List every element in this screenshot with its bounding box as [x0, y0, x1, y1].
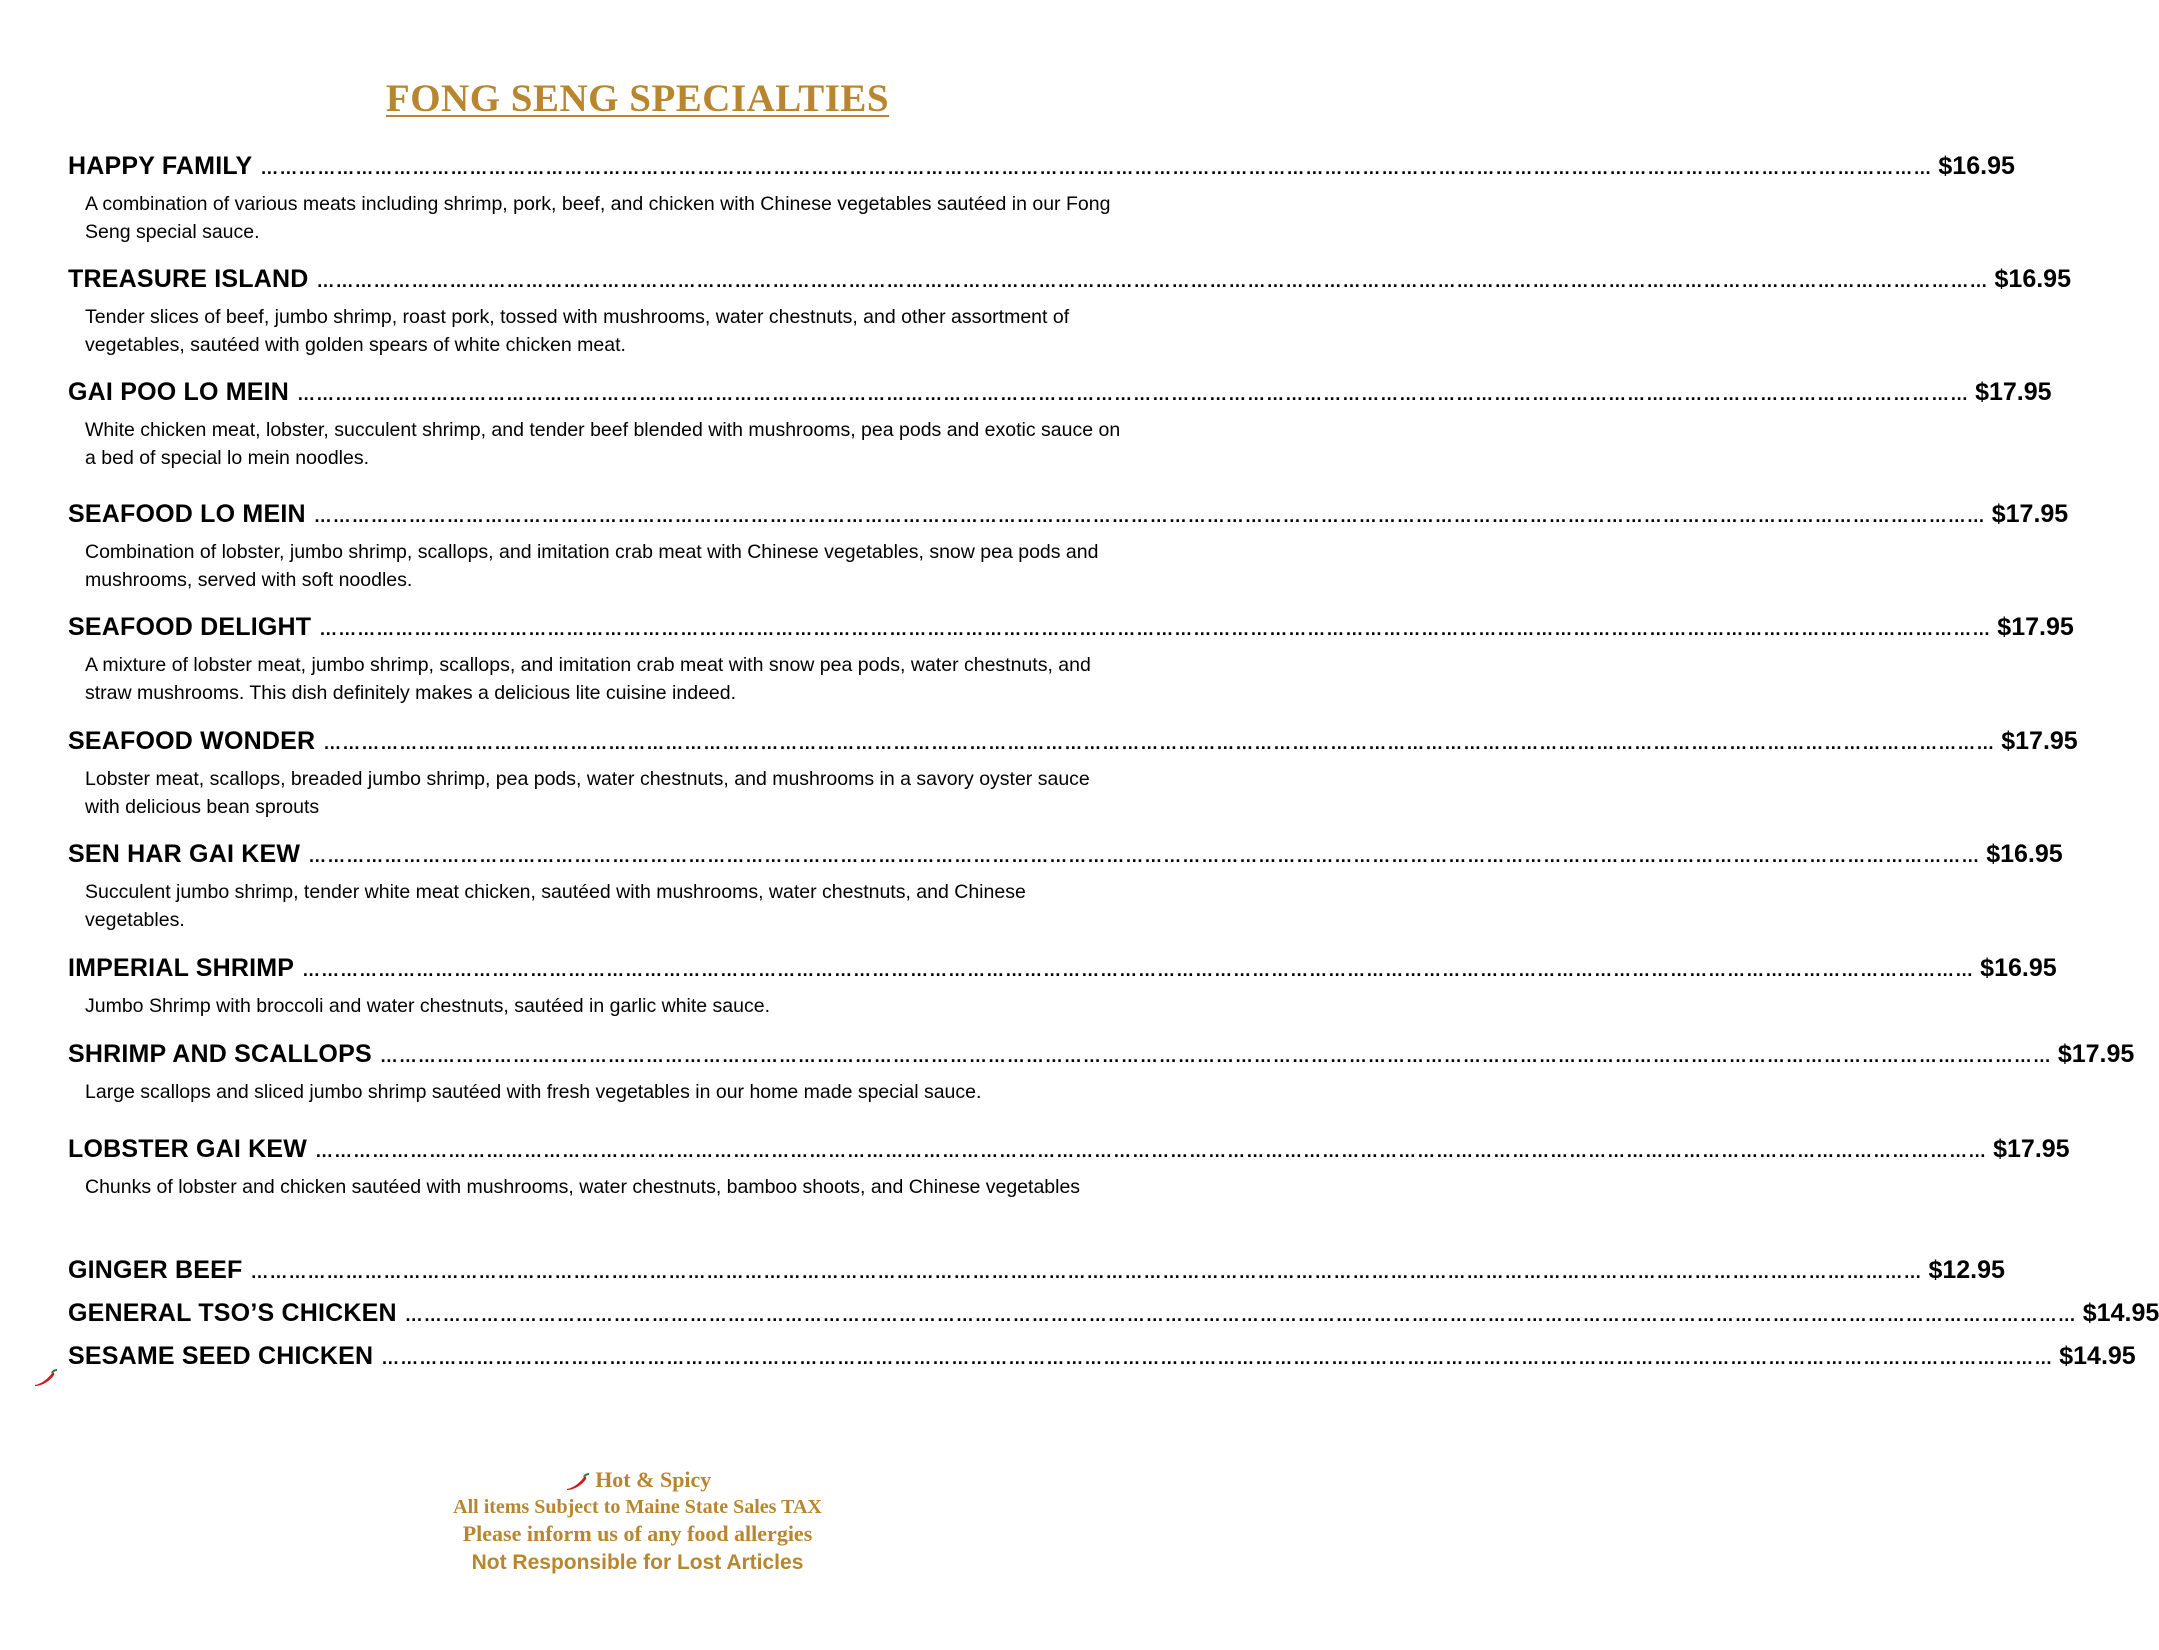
- item-price: $17.95: [2001, 727, 2078, 755]
- dot-leader: …………………………………………………………………………………………………………………………………………………………………………………………………………………………………………: [308, 846, 1981, 866]
- item-name: SEAFOOD LO MEIN: [68, 500, 306, 528]
- dot-leader: …………………………………………………………………………………………………………………………………………………………………………………………………………………………………………: [313, 506, 1986, 526]
- menu-item-header: [68, 265, 2071, 299]
- item-description: A mixture of lobster meat, jumbo shrimp, scallops, and imitation crab meat with snow pea pods, water chestnuts, and straw mushrooms. This dish definitely makes a delicious lite cuisine indeed.: [85, 654, 1091, 704]
- item-name: SEN HAR GAI KEW: [68, 840, 301, 868]
- item-description: Combination of lobster, jumbo shrimp, scallops, and imitation crab meat with Chinese vegetables, snow pea pods and mushrooms, served with soft noodles.: [85, 541, 1099, 591]
- tax-notice: All items Subject to Maine State Sales TAX: [453, 1496, 822, 1518]
- menu-item: [68, 152, 2015, 246]
- item-name: SESAME SEED CHICKEN: [68, 1342, 374, 1370]
- spicy-legend-label: Hot & Spicy: [595, 1467, 712, 1492]
- item-price: $16.95: [1980, 954, 2057, 982]
- dot-leader: …………………………………………………………………………………………………………………………………………………………………………………………………………………………………………: [379, 1046, 2052, 1066]
- item-description: Tender slices of beef, jumbo shrimp, roast pork, tossed with mushrooms, water chestnuts, and other assortment of vegetables, sautéed with golden spears of white chicken meat.: [85, 306, 1070, 356]
- item-price: $17.95: [1991, 500, 2069, 528]
- item-price: $16.95: [1994, 265, 2071, 293]
- dot-leader: …………………………………………………………………………………………………………………………………………………………………………………………………………………………………………: [381, 1348, 2054, 1368]
- menu-item-header: [68, 378, 2052, 412]
- dot-leader: …………………………………………………………………………………………………………………………………………………………………………………………………………………………………………: [302, 960, 1975, 980]
- item-price: $16.95: [1938, 152, 2015, 180]
- dot-leader: …………………………………………………………………………………………………………………………………………………………………………………………………………………………………………: [250, 1262, 1923, 1282]
- item-name: GAI POO LO MEIN: [68, 378, 290, 406]
- menu-item-header: [68, 840, 2063, 874]
- item-name: GINGER BEEF: [68, 1256, 243, 1284]
- dot-leader: …………………………………………………………………………………………………………………………………………………………………………………………………………………………………………: [315, 1141, 1988, 1161]
- menu-item: [68, 500, 2069, 594]
- item-description: Succulent jumbo shrimp, tender white meat chicken, sautéed with mushrooms, water chestnuts, and Chinese vegetables.: [85, 881, 1026, 931]
- item-description: Large scallops and sliced jumbo shrimp sautéed with fresh vegetables in our home made special sauce.: [85, 1081, 982, 1103]
- menu-item: [68, 1040, 2135, 1106]
- menu-item-header: [68, 613, 2074, 647]
- item-price: $17.95: [1975, 378, 2052, 406]
- item-name: IMPERIAL SHRIMP: [68, 954, 295, 982]
- menu-item-header: [68, 1342, 2136, 1376]
- menu-item-header: [68, 727, 2078, 761]
- menu-item: [68, 840, 2063, 934]
- item-price: $14.95: [2082, 1299, 2159, 1327]
- menu-item: [68, 727, 2078, 821]
- item-description: Lobster meat, scallops, breaded jumbo shrimp, pea pods, water chestnuts, and mushrooms in a savory oyster sauce with delicious bean sprouts: [85, 768, 1090, 818]
- menu-item: [68, 1299, 2159, 1333]
- chili-pepper-icon: [32, 1368, 58, 1388]
- item-description: Jumbo Shrimp with broccoli and water chestnuts, sautéed in garlic white sauce.: [85, 995, 771, 1017]
- menu-item: [68, 1135, 2070, 1201]
- item-price: $16.95: [1986, 840, 2063, 868]
- menu-item-header: [68, 1135, 2070, 1169]
- item-price: $17.95: [1993, 1135, 2070, 1163]
- menu-item-header: [68, 1256, 2005, 1290]
- item-description: A combination of various meats including shrimp, pork, beef, and chicken with Chinese vegetables sautéed in our Fong Seng special sauce.: [85, 193, 1111, 243]
- menu-item: [68, 378, 2052, 472]
- menu-item: [68, 613, 2074, 707]
- dot-leader: …………………………………………………………………………………………………………………………………………………………………………………………………………………………………………: [297, 384, 1970, 404]
- item-description: Chunks of lobster and chicken sautéed with mushrooms, water chestnuts, bamboo shoots, and Chinese vegetables: [85, 1176, 1081, 1198]
- item-price: $17.95: [2057, 1040, 2135, 1068]
- item-name: SEAFOOD WONDER: [68, 727, 316, 755]
- item-description: White chicken meat, lobster, succulent shrimp, and tender beef blended with mushrooms, pea pods and exotic sauce on a bed of special lo mein noodles.: [85, 419, 1121, 469]
- item-price: $14.95: [2059, 1342, 2136, 1370]
- menu-item: [68, 1342, 2136, 1376]
- item-name: SHRIMP AND SCALLOPS: [68, 1040, 372, 1068]
- item-name: SEAFOOD DELIGHT: [68, 613, 312, 641]
- lost-articles-notice: Not Responsible for Lost Articles: [471, 1551, 804, 1574]
- item-name: GENERAL TSO’S CHICKEN: [68, 1299, 397, 1327]
- dot-leader: …………………………………………………………………………………………………………………………………………………………………………………………………………………………………………: [260, 158, 1933, 178]
- item-price: $17.95: [1997, 613, 2074, 641]
- footer-notes: [0, 1466, 1275, 1578]
- menu-item-header: [68, 1040, 2135, 1074]
- menu-item-header: [68, 954, 2057, 988]
- item-price: $12.95: [1928, 1256, 2005, 1284]
- spicy-legend: [0, 1466, 1275, 1494]
- menu-item-header: [68, 1299, 2159, 1333]
- menu-item: [68, 1256, 2005, 1290]
- menu-item-header: [68, 500, 2069, 534]
- menu-item: [68, 265, 2071, 359]
- item-name: HAPPY FAMILY: [68, 152, 253, 180]
- dot-leader: …………………………………………………………………………………………………………………………………………………………………………………………………………………………………………: [316, 271, 1989, 291]
- item-name: LOBSTER GAI KEW: [68, 1135, 308, 1163]
- menu-item-header: [68, 152, 2015, 186]
- dot-leader: …………………………………………………………………………………………………………………………………………………………………………………………………………………………………………: [323, 733, 1996, 753]
- menu-item: [68, 954, 2057, 1020]
- allergy-notice: Please inform us of any food allergies: [462, 1521, 813, 1546]
- dot-leader: …………………………………………………………………………………………………………………………………………………………………………………………………………………………………………: [319, 619, 1992, 639]
- page-title: FONG SENG SPECIALTIES: [385, 77, 890, 120]
- chili-pepper-icon: [564, 1472, 590, 1492]
- dot-leader: …………………………………………………………………………………………………………………………………………………………………………………………………………………………………………: [404, 1305, 2077, 1325]
- item-name: TREASURE ISLAND: [68, 265, 309, 293]
